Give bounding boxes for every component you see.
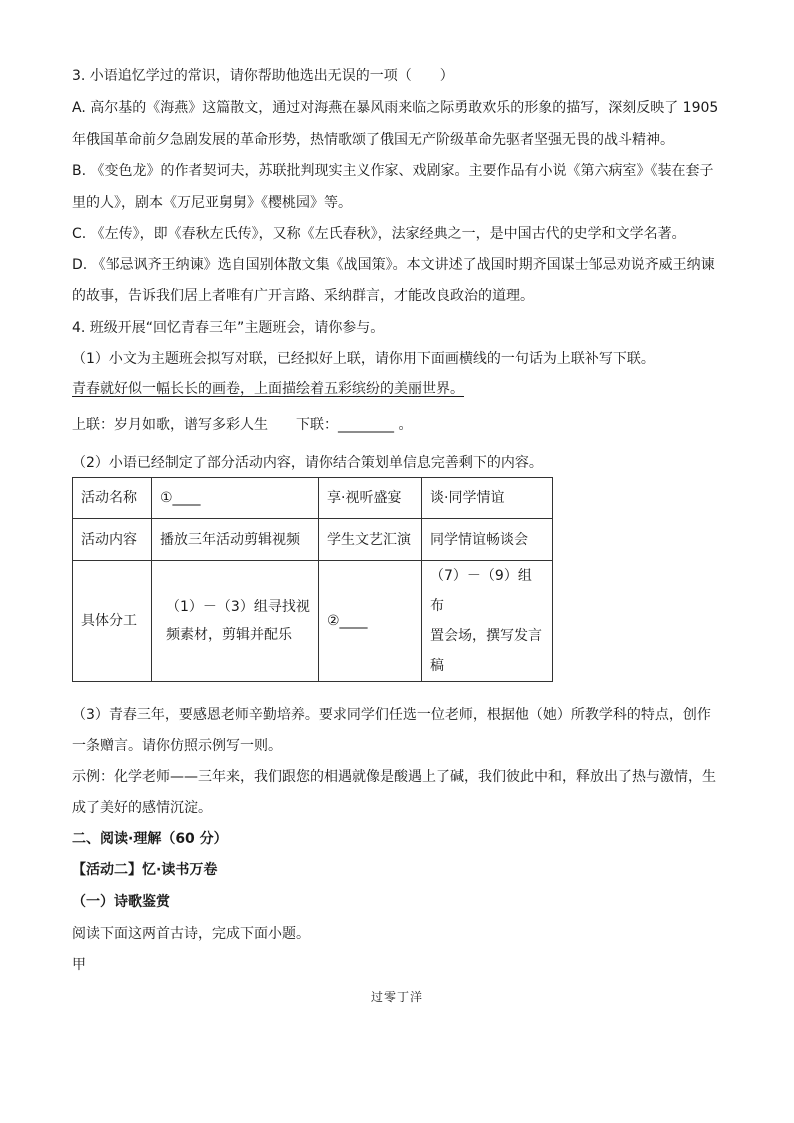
section-heading: 二、阅读·理解（60 分） <box>72 831 228 847</box>
example-line-2: 成了美好的感情沉淀。 <box>72 800 212 816</box>
table-cell: 具体分工 <box>73 561 152 682</box>
couplet-line: 上联：岁月如歌，谱写多彩人生 下联：________ 。 <box>72 417 413 433</box>
table-row <box>73 519 553 561</box>
table-cell: 播放三年活动剪辑视频 <box>152 519 319 561</box>
underlined-sentence: 青春就好似一幅长长的画卷，上面描绘着五彩缤纷的美丽世界。 <box>72 381 464 397</box>
option-b-line-1: B. 《变色龙》的作者契诃夫，苏联批判现实主义作家、戏剧家。主要作品有小说《第六病室》《装在套子 <box>72 163 714 179</box>
table-row <box>73 561 553 682</box>
option-c-line-1: C. 《左传》，即《春秋左氏传》，又称《左氏春秋》，法家经典之一，是中国古代的史学和文学名著。 <box>72 226 686 242</box>
question-4-stem: 4. 班级开展“回忆青春三年”主题班会，请你参与。 <box>72 320 385 336</box>
cell-line: （7）－（9）组布 <box>430 568 532 614</box>
cell-line: 置会场，撰写发言 <box>430 628 542 644</box>
table-cell: 学生文艺汇演 <box>319 519 422 561</box>
option-a-line-1: A. 高尔基的《海燕》这篇散文，通过对海燕在暴风雨来临之际勇敢欢乐的形象的描写，深刻反映了 1905 <box>72 100 719 116</box>
table-cell: 活动名称 <box>73 478 152 519</box>
option-d-line-2: 的故事，告诉我们居上者唯有广开言路、采纳群言，才能改良政治的道理。 <box>72 288 534 304</box>
table-row <box>73 478 553 519</box>
table-cell <box>152 561 319 682</box>
activity-heading: 【活动二】忆·读书万卷 <box>72 862 218 878</box>
table-cell: 活动内容 <box>73 519 152 561</box>
question-3-stem: 3. 小语追忆学过的常识，请你帮助他选出无误的一项（ ） <box>72 68 454 84</box>
table-cell: 同学情谊畅谈会 <box>422 519 553 561</box>
table-cell: 谈·同学情谊 <box>422 478 553 519</box>
option-b-line-2: 里的人》，剧本《万尼亚舅舅》《樱桃园》等。 <box>72 195 352 211</box>
question-4-part-3-line-1: （3）青春三年，要感恩老师辛勤培养。要求同学们任选一位老师，根据他（她）所教学科的特点，创作 <box>72 707 711 723</box>
activity-plan-table <box>72 477 553 682</box>
cell-line: 频素材，剪辑并配乐 <box>166 627 292 643</box>
table-cell: 享·视听盛宴 <box>319 478 422 519</box>
question-4-part-1: （1）小文为主题班会拟写对联，已经拟好上联，请你用下面画横线的一句话为上联补写下联。 <box>72 351 655 367</box>
answer-blank-1: ①____ <box>152 478 319 519</box>
cell-line: 稿 <box>430 658 444 674</box>
cell-line: （1）－（3）组寻找视 <box>166 599 310 615</box>
answer-blank-2: ②____ <box>319 561 422 682</box>
option-a-line-2: 年俄国革命前夕急剧发展的革命形势，热情歌颂了俄国无产阶级革命先驱者坚强无畏的战斗精神。 <box>72 132 674 148</box>
table-cell <box>422 561 553 682</box>
option-d-line-1: D. 《邹忌讽齐王纳谏》选自国别体散文集《战国策》。本文讲述了战国时期齐国谋士邹忌劝说齐威王纳谏 <box>72 257 715 273</box>
poem-title: 过零丁洋 <box>370 990 423 1004</box>
subsection-heading: （一）诗歌鉴赏 <box>72 894 170 910</box>
question-4-part-3-line-2: 一条赠言。请你仿照示例写一则。 <box>72 738 282 754</box>
question-4-part-2: （2）小语已经制定了部分活动内容，请你结合策划单信息完善剩下的内容。 <box>72 455 543 471</box>
reading-instruction: 阅读下面这两首古诗，完成下面小题。 <box>72 926 310 942</box>
example-line-1: 示例：化学老师——三年来，我们跟您的相遇就像是酸遇上了碱，我们彼此中和，释放出了热与激情，生 <box>72 769 716 785</box>
poem-label-jia: 甲 <box>72 957 86 973</box>
